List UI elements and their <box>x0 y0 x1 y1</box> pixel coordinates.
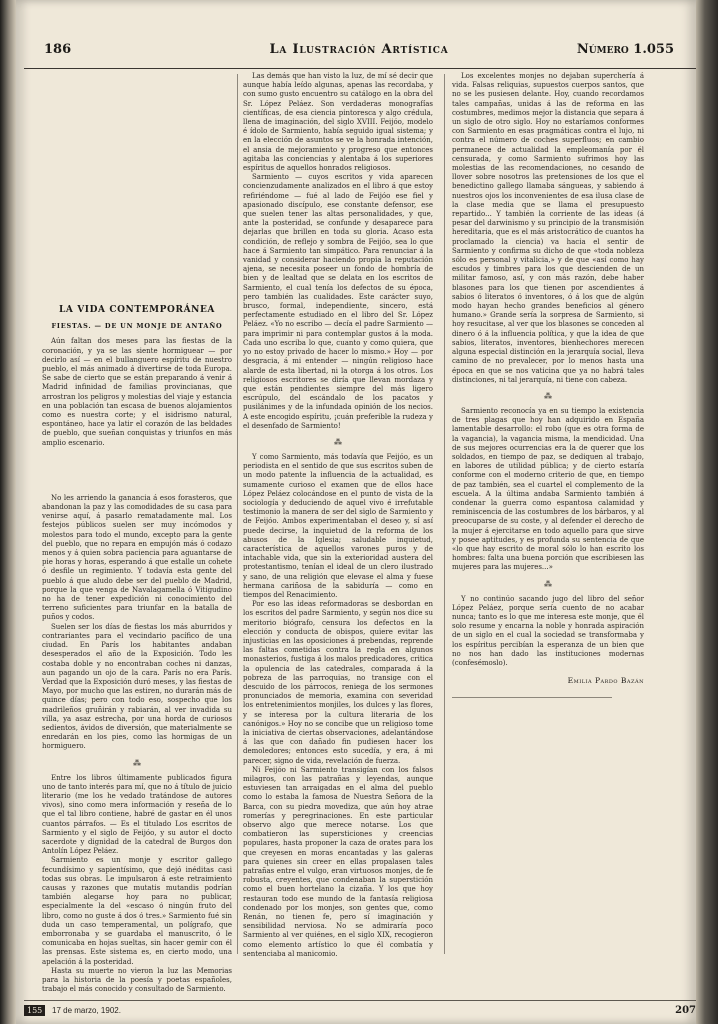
section-asterism: ⁂ <box>133 758 141 768</box>
issue-date: 17 de marzo, 1902. <box>52 1006 121 1015</box>
scan-left-edge <box>0 0 16 1024</box>
article-paragraph: Y no continúo sacando jugo del libro del señor López Peláez, porque sería cuento de no acabar nunca; tanto es lo que me interesa este monje, que él solo resume y encarna la noble y honrada aspiración de un siglo en el cual la sociedad se transformaba y los espíritus percibían la esperanza de un bien que no nos han dado las instituciones modernas (confesémoslo). <box>452 594 644 667</box>
end-rule <box>452 697 612 698</box>
article-paragraph: Ni Feijóo ni Sarmiento transigían con los falsos milagros, con las patrañas y leyendas, aunque estuviesen tan arraigadas en el alma del pueblo como lo estaba la famosa de Nuestra Señora de la Barca, con su piedra movediza, que aún hoy atrae romerías y peregrinaciones. En este particular observo algo que merece notarse. Los que combatieron las supersticiones y creencias populares, hasta proponer la caza de orates para los que creyesen en moras encantadas y las galeras para quienes sin creer en ellas propalasen tales patrañas entre el vulgo, eran virtuosos monjes, de fe robusta, creyentes, que condenaban la superstición como el buen hortelano la cizaña. Y los que hoy restauran todo ese mundo de la fantasía religiosa condenado por los monjes, son gentes que, como Renán, no tienen fe, pero sí imaginación y sensibilidad nerviosa. No se admiraría poco Sarmiento al ver quiénes, en el siglo XIX, recogieron como elemento artístico lo que él combatía y sentenciaba al manicomio. <box>243 765 433 958</box>
page-header <box>34 42 684 60</box>
article-paragraph: Entre los libros últimamente publicados figura uno de tanto interés para mí, que no á título de juicio literario (me los he vedado tratándose de autores vivos), sino como mera información y reseña de lo que el tal libro contiene, habré de gastar en él unos cuantos párrafos. — Es el titulado Los escritos de Sarmiento y el siglo de Feijóo, y su autor el docto sacerdote y dignidad de la catedral de Burgos don Antolín López Peláez. <box>42 773 232 856</box>
scan-right-edge <box>696 0 718 1024</box>
middle-column <box>243 72 433 958</box>
section-title: LA VIDA CONTEMPORÁNEA <box>58 305 216 315</box>
archive-page-number: 207 <box>675 1005 696 1016</box>
article-paragraph: No les arriendo la ganancia á esos forasteros, que abandonan la paz y las comodidades de su casa para venirse aquí, á pasarlo rematadamente mal. Los festejos públicos suelen ser muy incómodos y molestos para todo el mundo, excepto para la gente del pueblo, que no repara en empujón más ó codazo menos y á quien sobra paciencia para aguantarse de pie horas y horas, esperando á que estalle un cohete ó desfile un regimiento. Y todavía esta gente del pueblo á que aludo debe ser del pueblo de Madrid, porque la que venga de Navalagamella ó Vitigudino no ha de tener expedición ni conocimiento del terreno suficientes para triunfar en la batalla de puños y codos. <box>42 493 232 622</box>
issue-number: Número 1.055 <box>576 42 674 57</box>
article-paragraph: Sarmiento reconocía ya en su tiempo la existencia de tres plagas que hoy han adquirido en España lamentable desarrollo: el robo (que es otra forma de la vagancia), la vagancia misma, la mendicidad. Una de sus mejores ocurrencias era la de querer que los soldados, en tiempo de paz, se dediquen al trabajo, en labores de utilidad pública; y de cierto estaría conforme con el moderno criterio de que, en tiempo de paz también, sea el cuartel el complemento de la escuela. A la última andaba Sarmiento también á condenar la guerra como espantosa calamidad y reminiscencia de las costumbres de los bárbaros, y al preocuparse de su coste, y al defender el derecho de la mujer á ejercitarse en todo aquello para que sirve y posee aptitudes, y es profunda su sentencia de que «lo que hay escrito de moral sólo lo han escrito los hombres: falta una buena porción que escribiesen las mujeres para las mujeres...» <box>452 406 644 572</box>
header-rule <box>24 68 702 69</box>
paragraph-gap <box>42 448 232 494</box>
right-column <box>452 72 644 772</box>
section-asterism: ⁂ <box>544 579 552 589</box>
magazine-title: La Ilustración Artística <box>269 42 449 57</box>
column-top-space <box>42 72 232 298</box>
article-paragraph: Aún faltan dos meses para las fiestas de la coronación, y ya se las siente hormiguear — por decirlo así — en el bullanguero espíritu de nuestro pueblo, el más animado á divertirse de toda Europa. Se sabe de cierto que se están preparando á venir á Madrid infinidad de familias provincianas, que arrostran los peligros y molestias del viaje y estancia en una población tan escasa de buenos alojamientos como es nuestra corte; y el isidrismo natural, espontáneo, hace ya latir el corazón de las beldades de pueblo, que sueñan conquistas y triunfos en más amplio escenario. <box>42 337 232 447</box>
article-paragraph: Por eso las ideas reformadoras se desbordan en los escritos del padre Sarmiento, y según nos dice su meritorio biógrafo, censura los defectos en la elección y conducta de obispos, quiere evitar las injusticias en las oposiciones á prebendas, reprende las faltas cometidas contra la regla en algunos monasterios, fustiga á los malos predicadores, critica la opulencia de las catedrales, comparada á la pobreza de las parroquias, no transige con el descuido de los párrocos, reniega de los sermones pronunciados de memoria, examina con severidad los entretenimientos monjiles, los dulces y las flores, y se interesa por la cultura literaria de los canónigos.» Hoy no se concibe que un religioso tome la iniciativa de ciertas observaciones, adelantándose á las que con dañado fin pudiesen hacer los demoledores; entonces esto sucedía, y era, á mi parecer, signo de vida, revelación de fuerza. <box>243 600 433 765</box>
page-number: 186 <box>44 42 72 57</box>
article-subtitle: FIESTAS. — DE UN MONJE DE ANTAÑO <box>51 322 223 331</box>
author-signature: Emilia Pardo Bazán <box>567 676 644 686</box>
archive-badge: 155 <box>24 1005 45 1016</box>
article-paragraph: Sarmiento — cuyos escritos y vida aparecen concienzudamente analizados en el libro á que estoy refiriéndome — fué al lado de Feijóo ese fiel y apasionado discípulo, ese constante defensor, ese que suelen tener las altas personalidades, y que, ante la posteridad, se confunde y desaparece para dejarlas que brillen en toda su gloria. Acaso esta condición, de reflejo y sombra de Feijóo, sea lo que hace á Sarmiento tan simpático. Para renunciar á la vanidad y considerar haciendo propia la reputación ajena, se necesita poseer un fondo de hombría de bien y de lealtad que se delata en los escritos de Sarmiento, el cual tenía los defectos de su época, pero también las cualidades. Este carácter suyo, brusco, formal, independiente, sincero, está perfectamente estudiado en el libro del Sr. López Peláez. «Yo no escribo — decía el padre Sarmiento — para imprimir ni para contemplar gustos á la moda. Cada uno escriba lo que, cuanto y como quiera, que yo no estoy privado de hacer lo mismo.» Hoy — por desgracia, á mi entender — ningún religioso hace alarde de esta libertad, ni la otorga á los otros. Los religiosos escritores se diría que llevan mordaza y que están pendientes siempre del más ligero escrúpulo, del escándalo de los pacatos y pusilánimes y de la infundada opinión de los necios. A este encogido espíritu, ¡cuán preferible la rudeza y el desenfado de Sarmiento! <box>243 173 433 430</box>
article-paragraph: Los excelentes monjes no dejaban superchería á vida. Falsas reliquias, supuestos cuerpos santos, que no se les pusiesen delante. Hoy, cuando recordamos tales campañas, unidas á las de reforma en las costumbres, medimos mejor la distancia que separa á un siglo de otro siglo. Hoy no estaríamos conformes con Sarmiento en esas pragmáticas contra el lujo, ni contra el número de coches superfluos; en cambio permanece de actualidad la empleomanía por él censurada, y como Sarmiento sufrimos hoy las molestias de las recomendaciones, no cesando de llover sobre nosotros las pretensiones de los que el benedictino gallego llamaba sángueas, y sabiendo á nuestros ojos los inconvenientes de esa ilusa clase de la clase media que se llama el presupuesto repartido... Y también la corriente de las ideas (á pesar del darwinismo y su principio de la transmisión hereditaria, que es el más aristocrático de cuantos ha proclamado la ciencia) va hacia el sentir de Sarmiento y confirma su dicho de que «toda nobleza sólo es personal y vitalicia,» y de que «así como hay escudos y timbres para los que descienden de un militar famoso, así, y con más razón, debe haber blasones para los que tienen por ascendientes á sabios ó literatos ó inventores, ó á los que de algún modo hayan hecho grandes beneficios al género humano.» Grande sería la sorpresa de Sarmiento, si hoy resucitase, al ver que los blasones se conceden al dinero ó á la influencia política, y que la idea de que sabios, literatos, inventores, bienhechores merecen alguna especial distinción en la jerarquía social, lleva camino de no prevalecer, por lo menos hasta una época en que se nos vaticina que ya no habrá tales distinciones, ni tal jerarquía, ni tiene con cabeza. <box>452 72 644 384</box>
left-column <box>42 72 232 994</box>
column-divider <box>237 74 238 954</box>
section-asterism: ⁂ <box>334 437 342 447</box>
page-footer <box>24 1005 696 1019</box>
article-paragraph: Y como Sarmiento, más todavía que Feijóo, es un periodista en el sentido de que sus escritos suben de un modo patente la influencia de la actualidad, es sumamente curioso el examen que de ellos hace López Peláez colocándose en el punto de vista de la sociología y deduciendo de aquel vivo é irrefutable testimonio la manera de ser del siglo de Sarmiento y de Feijóo. Ambos experimentaban el deseo y, sí así puede decirse, la inquietud de la reforma de los abusos de la Iglesia; saludable inquietud, característica de aquellos varones puros y de intachable vida, que sin la exterioridad austera del protestantismo, tenían el ideal de un clero ilustrado y sano, de una religión que elevase el alma y fuese hermana cariñosa de la sabiduría — como en tiempos del Renacimiento. <box>243 452 433 599</box>
article-paragraph: Sarmiento es un monje y escritor gallego fecundísimo y sapientísimo, que dejó inéditas casi todas sus obras. Le impulsaron á este retraimiento causas y razones que mutatis mutandis podrían también alegarse hoy para no publicar, especialmente la del «escaso ó ningún fruto del libro, como no guste á dos ó tres.» Sarmiento fué sin duda un caso temperamental, un polígrafo, que emborronaba y se guardaba el manuscrito, ó le comunicaba en hojas sueltas, sin hacer gemir con él las prensas. Este sistema es, en cierto modo, una apelación á la posteridad. <box>42 856 232 966</box>
column-divider <box>444 74 445 954</box>
footer-rule <box>24 1000 702 1001</box>
article-paragraph: Las demás que han visto la luz, de mí sé decir que aunque había leído algunas, apenas las recordaba, y con sumo gusto encuentro su catálogo en la obra del Sr. López Peláez. Son verdaderas monografías científicas, de esa ciencia pintoresca y algo crédula, llena de imaginación, del siglo XVIII. Feijóo, modelo é ídolo de Sarmiento, había seguido igual sistema; y en la elección de asuntos se ve la honrada intención, el ansia de mejoramiento y progreso que entonces agitaba las conciencias y alentaba á los superiores espíritus de aquellos honrados religiosos. <box>243 72 433 173</box>
article-paragraph: Suelen ser los días de fiestas los más aburridos y contrariantes para el vecindario pacífico de una ciudad. En París los habitantes andaban desesperados el año de la Exposición. Todo les costaba doble y no encontraban coches ni danzas, aun pagando un ojo de la cara. París no era París. Verdad que la Exposición duró meses, y las fiestas de Mayo, por mucho que las estiren, no durarán más de quince días; pero con todo eso, sospecho que los madrileños gruñirán y rabiarán, al ver invadida su villa, ya asaz estrecha, por una horda de curiosos sedientos, ávidos de diversión, que materialmente se enredarán en los pies, como las hormigas de un hormiguero. <box>42 622 232 751</box>
article-paragraph: Hasta su muerte no vieron la luz las Memorias para la historia de la poesía y poetas españoles, trabajo el más conocido y consultado de Sarmiento. <box>42 966 232 994</box>
section-asterism: ⁂ <box>544 391 552 401</box>
